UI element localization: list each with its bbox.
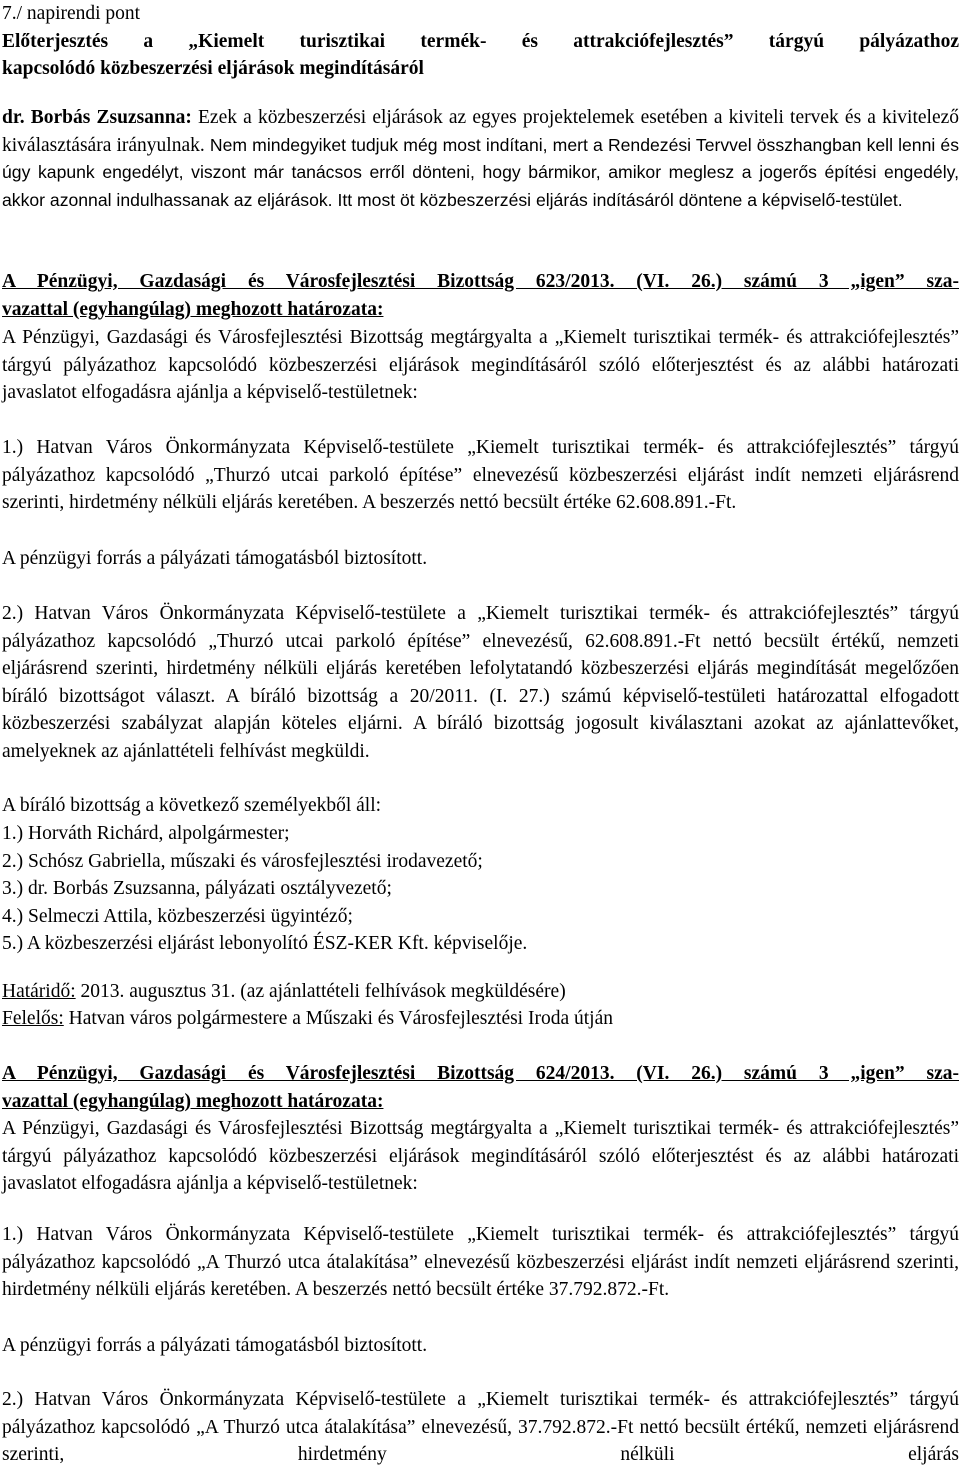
resolution-624-funding: A pénzügyi forrás a pályázati támogatásból biztosított.: [2, 1335, 428, 1356]
speech-text-sans: Nem mindegyiket tudjuk még most indítani, mert a Rendezési Tervvel összhangban kell lenni és úgy kapunk engedélyt, viszont már tanácsos erről dönteni, hogy bármikor, amikor meglesz a jogerős építési engedély, akkor azonnal indulhassanak az eljárások. Itt most öt közbeszerzési eljárás indításáról döntene a képviselő-testület.: [2, 134, 960, 210]
responsible-row: [2, 1005, 959, 1033]
committee-member: 2.) Schósz Gabriella, műszaki és városfejlesztési irodavezető;: [2, 850, 483, 872]
responsible-label: Felelős:: [2, 1008, 64, 1029]
deadline-label: Határidő:: [2, 981, 76, 1002]
committee-member-list: [2, 820, 959, 958]
deadline-value: 2013. augusztus 31. (az ajánlattételi felhívások megküldésére): [80, 981, 566, 1002]
committee-member: 5.) A közbeszerzési eljárást lebonyolító ÉSZ-KER Kft. képviselője.: [2, 933, 528, 955]
resolution-624-intro: A Pénzügyi, Gazdasági és Városfejlesztési Bizottság megtárgyalta a „Kiemelt turisztikai termék- és attrakciófejlesztés” tárgyú pályázathoz kapcsolódó közbeszerzési eljárások megindításáról szóló előterjesztést és az alábbi határozati javaslatot elfogadásra ajánlja a képviselő-testületnek:: [2, 1118, 959, 1195]
resolution-623-intro: A Pénzügyi, Gazdasági és Városfejlesztési Bizottság megtárgyalta a „Kiemelt turisztikai termék- és attrakciófejlesztés” tárgyú pályázathoz kapcsolódó közbeszerzési eljárások megindításáról szóló előterjesztést és az alábbi határozati javaslatot elfogadásra ajánlja a képviselő-testületnek:: [2, 327, 959, 404]
agenda-item-number: 7./ napirendi pont: [2, 3, 141, 24]
resolution-623-heading: [2, 268, 959, 323]
committee-member: 3.) dr. Borbás Zsuzsanna, pályázati osztályvezető;: [2, 878, 392, 900]
resolution-624-heading-line1: A Pénzügyi, Gazdasági és Városfejlesztési Bizottság 624/2013. (VI. 26.) számú 3 „igen” sza-: [2, 1063, 959, 1084]
resolution-623-funding: A pénzügyi forrás a pályázati támogatásból biztosított.: [2, 548, 428, 569]
resolution-624-point1: 1.) Hatvan Város Önkormányzata Képviselő-testülete „Kiemelt turisztikai termék- és attrakciófejlesztés” tárgyú pályázathoz kapcsolódó „A Thurzó utca átalakítása” elnevezésű közbeszerzési eljárást indít nemzeti eljárásrend szerinti, hirdetmény nélküli eljárás keretében. A beszerzés nettó becsült értéke 37.792.872.-Ft.: [2, 1224, 959, 1301]
speech-text-serif: Ezek a közbeszerzési eljárások az egyes projektelemek esetében a kiviteli tervek és a kivitelező kiválasztására irányulnak.: [2, 107, 959, 156]
resolution-624-point2: 2.) Hatvan Város Önkormányzata Képviselő-testülete a „Kiemelt turisztikai termék- és attrakciófejlesztés” tárgyú pályázathoz kapcsolódó „A Thurzó utca átalakítása” elnevezésű, 37.792.872.-Ft nettó becsült értékű, nemzeti eljárásrend szerinti, hirdetmény nélküli eljárás: [2, 1389, 959, 1466]
agenda-header: [2, 0, 959, 83]
resolution-624-heading-line2: vazattal (egyhangúlag) meghozott határozata:: [2, 1090, 384, 1112]
deadline-row: [2, 978, 959, 1006]
agenda-title-line1: Előterjesztés a „Kiemelt turisztikai termék- és attrakciófejlesztés” tárgyú pályázathoz: [2, 30, 959, 52]
resolution-623-heading-line2: vazattal (egyhangúlag) meghozott határozata:: [2, 298, 384, 320]
resolution-623-point2: 2.) Hatvan Város Önkormányzata Képviselő-testülete a „Kiemelt turisztikai termék- és attrakciófejlesztés” tárgyú pályázathoz kapcsolódó „Thurzó utcai parkoló építése” elnevezésű, 62.608.891.-Ft nettó becsült értékű, nemzeti eljárásrend szerinti, hirdetmény nélküli eljárás keretében lefolytatandó közbeszerzési eljárás megindítását megelőzően bíráló bizottságot választ. A bíráló bizottság a 20/2011. (I. 27.) számú képviselő-testületi határozattal elfogadott közbeszerzési szabályzat alapján köteles eljárni. A bíráló bizottság jogosult kiválasztani azokat az ajánlattevőket, amelyeknek az ajánlattételi felhívást megküldi.: [2, 603, 959, 762]
agenda-title-line2: kapcsolódó közbeszerzési eljárások megindításáról: [2, 58, 424, 80]
resolution-624-heading: [2, 1060, 959, 1115]
committee-intro: A bíráló bizottság a következő személyekből áll:: [2, 795, 382, 816]
resolution-623-heading-line1: A Pénzügyi, Gazdasági és Városfejlesztési Bizottság 623/2013. (VI. 26.) számú 3 „igen” sza-: [2, 271, 959, 292]
speech-paragraph: [2, 104, 959, 214]
speaker-name: dr. Borbás Zsuzsanna:: [2, 107, 192, 128]
committee-member: 1.) Horváth Richárd, alpolgármester;: [2, 823, 290, 844]
committee-member: 4.) Selmeczi Attila, közbeszerzési ügyintéző;: [2, 905, 353, 927]
responsible-value: Hatvan város polgármestere a Műszaki és Városfejlesztési Iroda útján: [68, 1008, 613, 1029]
resolution-623-point1: 1.) Hatvan Város Önkormányzata Képviselő-testülete „Kiemelt turisztikai termék- és attrakciófejlesztés” tárgyú pályázathoz kapcsolódó „Thurzó utcai parkoló építése” elnevezésű közbeszerzési eljárást indít nemzeti eljárásrend szerinti, hirdetmény nélküli eljárás keretében. A beszerzés nettó becsült értéke 62.608.891.-Ft.: [2, 437, 959, 514]
